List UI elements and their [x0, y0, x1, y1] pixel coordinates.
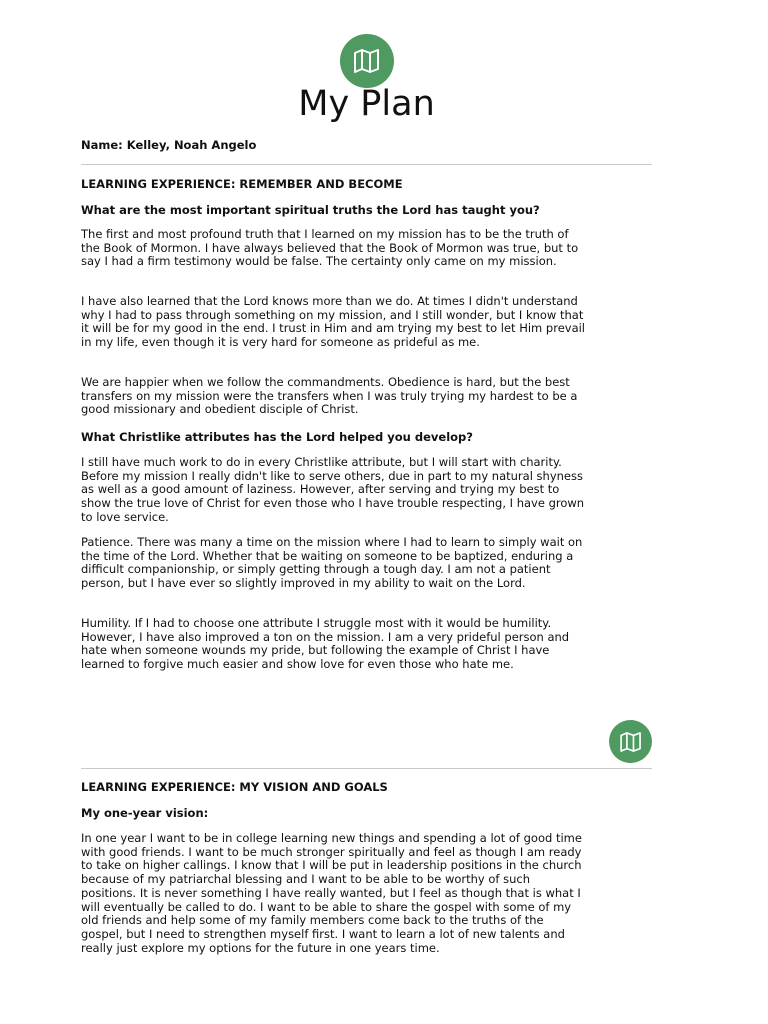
divider	[81, 768, 652, 769]
map-logo	[609, 720, 652, 763]
answer-paragraph: I have also learned that the Lord knows more than we do. At times I didn't understand why I had to pass through something on my mission, and I still wonder, but I know that it will be for my good in the end. I trust in Him and am trying my best to let Him prevail in my life, even though it is very hard for someone as prideful as me.	[81, 294, 586, 350]
question-christlike-attributes: What Christlike attributes has the Lord helped you develop?	[81, 430, 473, 444]
answer-paragraph: Humility. If I had to choose one attribute I struggle most with it would be humility. However, I have also improved a ton on the mission. I am a very prideful person and hate when someone wounds my pride, but following the example of Christ I have learned to forgive much easier and show love for even those who hate me.	[81, 616, 570, 672]
question-spiritual-truths: What are the most important spiritual truths the Lord has taught you?	[81, 203, 540, 217]
section-heading-remember-and-become: LEARNING EXPERIENCE: REMEMBER AND BECOME	[81, 177, 403, 191]
divider	[81, 164, 652, 165]
page-title: My Plan	[298, 84, 435, 124]
map-icon	[617, 728, 645, 756]
map-logo	[340, 34, 394, 88]
student-name: Name: Kelley, Noah Angelo	[81, 138, 257, 152]
map-icon	[350, 44, 384, 78]
answer-paragraph: In one year I want to be in college learning new things and spending a lot of good time with good friends. I want to be much stronger spiritually and feel as though I am ready to take on higher callings. I know that I will be put in leadership positions in the church because of my patriarchal blessing and I want to be able to be worthy of such positions. It is never something I have really wanted, but I feel as though that is what I will eventually be called to do. I want to be able to share the gospel with some of my old friends and help some of my family members come back to the truths of the gospel, but I need to strengthen myself first. I want to learn a lot of new talents and really just explore my options for the future in one years time.	[81, 831, 582, 955]
answer-paragraph: We are happier when we follow the commandments. Obedience is hard, but the best transfers on my mission were the transfers when I was truly trying my hardest to be a good missionary and obedient disciple of Christ.	[81, 375, 578, 417]
question-one-year-vision: My one-year vision:	[81, 806, 209, 820]
answer-paragraph: I still have much work to do in every Christlike attribute, but I will start with charity. Before my mission I really didn't like to serve others, due in part to my natural shyness as well as a good amount of laziness. However, after serving and trying my best to show the true love of Christ for even those who I have trouble respecting, I have grown to love service.	[81, 455, 585, 524]
answer-paragraph: The first and most profound truth that I learned on my mission has to be the truth of the Book of Mormon. I have always believed that the Book of Mormon was true, but to say I had a firm testimony would be false. The certainty only came on my mission.	[81, 227, 579, 269]
answer-paragraph: Patience. There was many a time on the mission where I had to learn to simply wait on the time of the Lord. Whether that be waiting on someone to be baptized, enduring a difficult companionship, or simply getting through a tough day. I am not a patient person, but I have ever so slightly improved in my ability to wait on the Lord.	[81, 535, 583, 591]
section-heading-vision-and-goals: LEARNING EXPERIENCE: MY VISION AND GOALS	[81, 780, 388, 794]
